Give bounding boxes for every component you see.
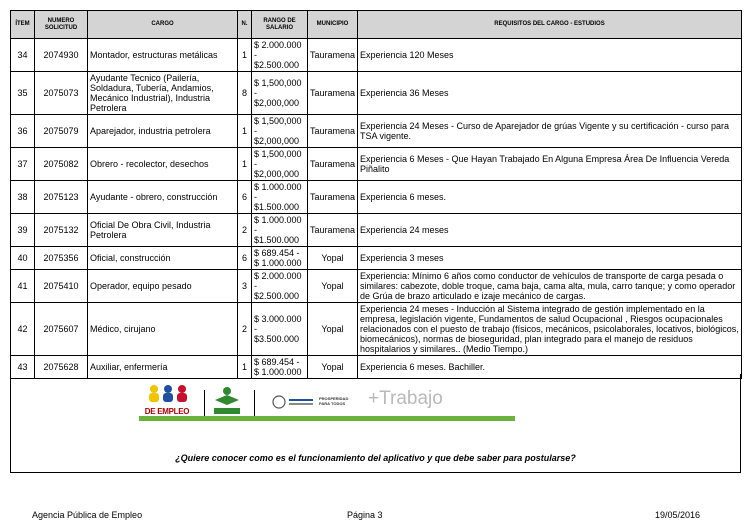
salary-min: $ 2.000.000 - [254,271,302,291]
salary-min: $ 1,500,000 - [254,116,302,136]
cell-item: 39 [11,214,35,247]
cell-numero: 2075356 [35,247,88,270]
cell-n: 3 [238,270,252,303]
table-row [11,39,742,72]
cell-n: 2 [238,303,252,356]
cell-requisitos: Experiencia: Mínimo 6 años como conductor de vehículos de transporte de carga pesada o similares: cabezote, doble troque, cama baja, cama alta, mula, carro tanque; y como operador de Grúa de brazo articulado e izaje mecánico de cargas. [358,270,742,303]
cell-item: 41 [11,270,35,303]
salary-max: $2,000,000 [254,169,300,179]
cell-salario [252,247,308,270]
cell-item: 38 [11,181,35,214]
salary-max: $1.500.000 [254,202,300,212]
cell-municipio: Yopal [308,303,358,356]
cell-municipio: Yopal [308,356,358,379]
trabajo-logo [368,388,443,410]
cell-salario [252,214,308,247]
cell-cargo: Operador, equipo pesado [88,270,238,303]
cell-cargo: Aparejador, industria petrolera [88,115,238,148]
cell-item: 35 [11,72,35,115]
cell-n: 1 [238,115,252,148]
cell-numero: 2075132 [35,214,88,247]
table-row [11,148,742,181]
agencia-logo-text: DE EMPLEO [144,407,190,416]
table-row [11,72,742,115]
logos-strip [136,384,486,418]
cell-requisitos: Experiencia 6 meses. [358,181,742,214]
header-cargo: CARGO [88,11,238,39]
cell-numero: 2075079 [35,115,88,148]
cell-n: 2 [238,214,252,247]
salary-min: $ 1.000.000 - [254,215,302,235]
salary-min: $ 689.454 - [254,248,300,258]
table-row [11,247,742,270]
table-row [11,214,742,247]
cell-salario [252,39,308,72]
coat-of-arms-icon [271,393,315,411]
table-row [11,181,742,214]
green-divider-bar [139,416,515,421]
cell-salario [252,181,308,214]
cell-salario [252,270,308,303]
logo-divider [204,390,205,416]
question-link[interactable]: ¿Quiere conocer como es el funcionamiento del aplicativo y que debe saber para postularse? [175,453,576,463]
cell-cargo: Médico, cirujano [88,303,238,356]
salary-max: $ 1.000.000 [254,367,302,377]
cell-cargo: Auxiliar, enfermería [88,356,238,379]
cell-item: 36 [11,115,35,148]
jobs-table [10,10,742,379]
cell-requisitos: Experiencia 24 meses - Inducción al Sistema integrado de gestión implementado en la empresa, legislación vigente, Fundamentos de salud Ocupacional , Riesgos ocupacionales relacionados con el puesto de trabajo (físicos, mecánicos, psicolaborales, locativos, biológicos, biomecánicos), normas de bioseguridad, plan integrado para el manejo de residuos hospitalarios y similares.. (Medio Tiempo.) [358,303,742,356]
cell-numero: 2074930 [35,39,88,72]
cell-numero: 2075123 [35,181,88,214]
salary-max: $ 1.000.000 [254,258,302,268]
header-requisitos: REQUISITOS DEL CARGO - ESTUDIOS [358,11,742,39]
cell-requisitos: Experiencia 3 meses [358,247,742,270]
cell-municipio: Tauramena [308,39,358,72]
footer-date: 19/05/2016 [655,510,701,520]
table-row [11,303,742,356]
cell-item: 34 [11,39,35,72]
footer-agency: Agencia Pública de Empleo [32,510,143,520]
agencia-empleo-logo [136,384,198,418]
cell-salario [252,303,308,356]
ministerio-logo [271,393,351,411]
salary-max: $2,000,000 [254,136,300,146]
cell-municipio: Yopal [308,270,358,303]
table-row [11,115,742,148]
salary-min: $ 1,500,000 - [254,149,302,169]
salary-min: $ 1,500,000 - [254,78,302,98]
sena-logo-icon [211,386,243,416]
trabajo-logo-text: Trabajo [379,388,443,409]
cell-cargo: Ayudante - obrero, construcción [88,181,238,214]
cell-n: 1 [238,356,252,379]
salary-min: $ 689.454 - [254,357,300,367]
salary-max: $2.500.000 [254,60,300,70]
cell-requisitos: Experiencia 24 meses [358,214,742,247]
salary-max: $1.500.000 [254,235,300,245]
cell-municipio: Tauramena [308,214,358,247]
cell-requisitos: Experiencia 36 Meses [358,72,742,115]
cell-requisitos: Experiencia 6 Meses - Que Hayan Trabajado En Alguna Empresa Área De Influencia Vereda Piñalito [358,148,742,181]
cell-cargo: Ayudante Tecnico (Pailería, Soldadura, Tubería, Andamios, Mecánico Industrial), Industria Petrolera [88,72,238,115]
cell-municipio: Tauramena [308,115,358,148]
table-row [11,270,742,303]
cell-n: 1 [238,148,252,181]
cell-requisitos: Experiencia 6 meses. Bachiller. [358,356,742,379]
cell-item: 42 [11,303,35,356]
salary-max: $2.500.000 [254,291,300,301]
cell-salario [252,148,308,181]
cell-salario [252,72,308,115]
cell-salario [252,115,308,148]
logo-section [10,374,741,473]
header-municipio: MUNICIPIO [308,11,358,39]
cell-cargo: Montador, estructuras metálicas [88,39,238,72]
cell-municipio: Yopal [308,247,358,270]
cell-municipio: Tauramena [308,148,358,181]
salary-max: $3.500.000 [254,334,300,344]
cell-n: 6 [238,181,252,214]
cell-numero: 2075607 [35,303,88,356]
ministerio-logo-text: PROSPERIDAD PARA TODOS [319,396,349,406]
cell-item: 43 [11,356,35,379]
cell-n: 6 [238,247,252,270]
cell-cargo: Obrero - recolector, desechos [88,148,238,181]
salary-min: $ 3.000.000 - [254,314,302,334]
cell-item: 37 [11,148,35,181]
table-header-row [11,11,742,39]
cell-n: 8 [238,72,252,115]
cell-numero: 2075628 [35,356,88,379]
header-n: N. [238,11,252,39]
cell-cargo: Oficial De Obra Civil, Industria Petrolera [88,214,238,247]
cell-municipio: Tauramena [308,181,358,214]
cell-requisitos: Experiencia 120 Meses [358,39,742,72]
cell-numero: 2075082 [35,148,88,181]
cell-n: 1 [238,39,252,72]
cell-item: 40 [11,247,35,270]
cell-cargo: Oficial, construcción [88,247,238,270]
salary-max: $2,000,000 [254,98,300,108]
salary-min: $ 2.000.000 - [254,40,302,60]
header-numero: NUMERO SOLICITUD [35,11,88,39]
footer-page-number: Página 3 [347,510,383,520]
cell-numero: 2075410 [35,270,88,303]
salary-min: $ 1.000.000 - [254,182,302,202]
plus-icon: + [368,388,380,409]
logo-divider [254,390,255,416]
header-item: ÍTEM [11,11,35,39]
cell-requisitos: Experiencia 24 Meses - Curso de Aparejador de grúas Vigente y su certificación - curso para TSA vigente. [358,115,742,148]
cell-numero: 2075073 [35,72,88,115]
cell-municipio: Tauramena [308,72,358,115]
header-rango: RANGO DE SALARIO [252,11,308,39]
people-icon [146,384,191,402]
